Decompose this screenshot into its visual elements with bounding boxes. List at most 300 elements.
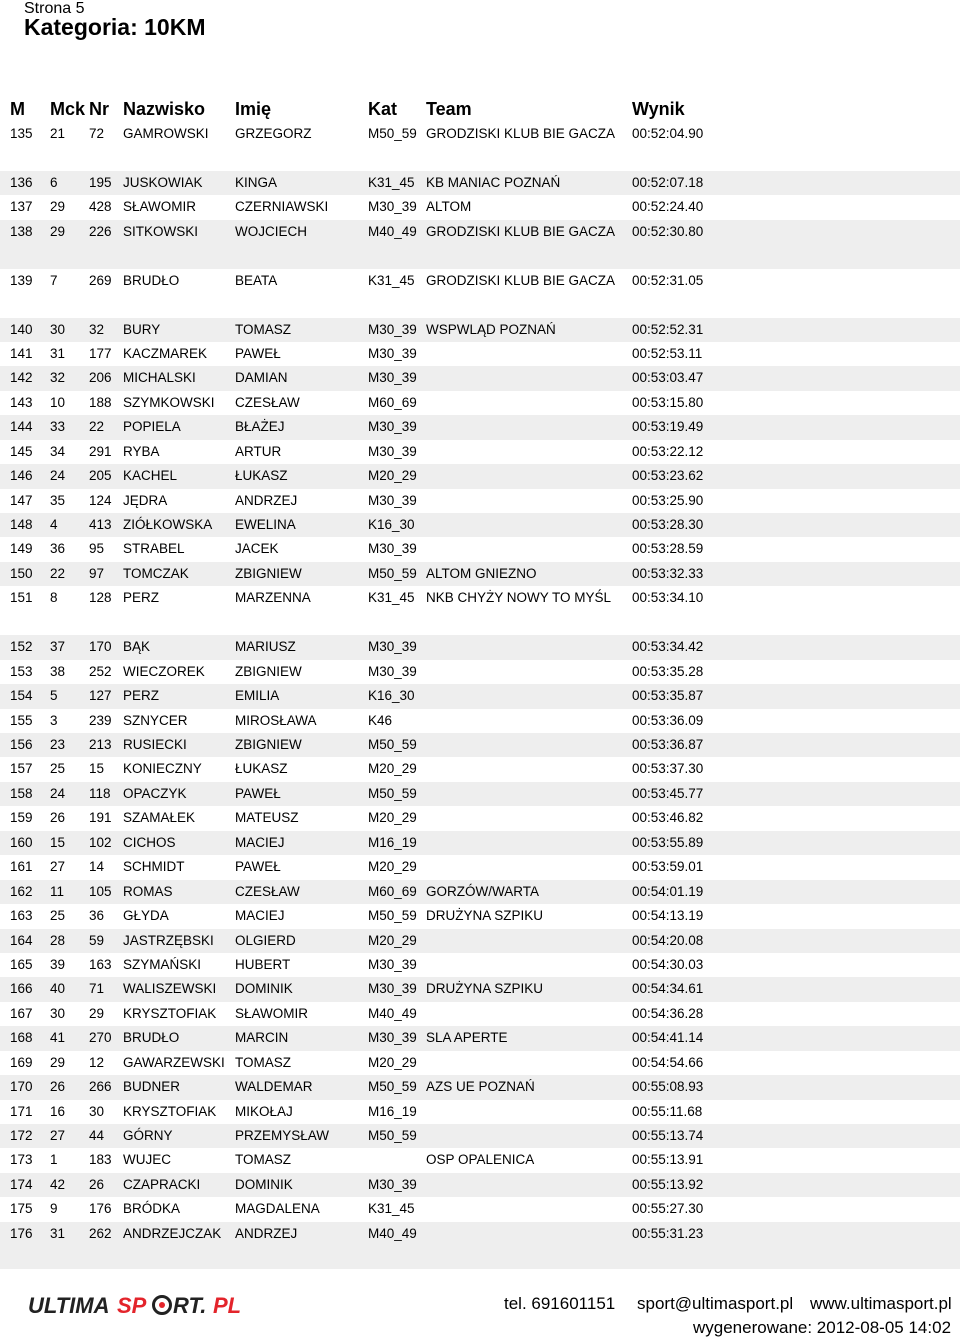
cell-team: GRODZISKI KLUB BIE GACZA [426, 223, 616, 239]
cell-nr: 128 [89, 590, 112, 606]
cell-result: 00:52:52.31 [632, 321, 704, 337]
table-row [0, 1124, 960, 1148]
cell-result: 00:55:31.23 [632, 1225, 704, 1241]
cell-mck: 40 [50, 981, 66, 997]
cell-result: 00:54:13.19 [632, 908, 704, 924]
cell-nr: 269 [89, 272, 112, 288]
cell-nr: 205 [89, 468, 112, 484]
cell-team: OSP OPALENICA [426, 1152, 535, 1168]
cell-result: 00:53:45.77 [632, 785, 704, 801]
cell-category: M30_39 [368, 956, 417, 972]
cell-mck: 11 [50, 883, 65, 899]
cell-nr: 97 [89, 565, 105, 581]
cell-category: M30_39 [368, 419, 417, 435]
cell-m: 141 [10, 345, 33, 361]
table-row [0, 1002, 960, 1026]
cell-first-name: JACEK [235, 541, 279, 557]
cell-last-name: GŁYDA [123, 908, 169, 924]
cell-category: M30_39 [368, 492, 417, 508]
cell-nr: 291 [89, 443, 112, 459]
table-row [0, 977, 960, 1001]
table-row [0, 415, 960, 439]
cell-result: 00:53:34.42 [632, 639, 704, 655]
table-row [0, 1075, 960, 1099]
cell-nr: 44 [89, 1128, 105, 1143]
cell-m: 156 [10, 737, 33, 752]
cell-first-name: MAGDALENA [235, 1201, 320, 1217]
cell-nr: 252 [89, 663, 112, 679]
cell-m: 155 [10, 712, 33, 728]
cell-category: M20_29 [368, 859, 417, 875]
cell-nr: 413 [89, 517, 112, 533]
cell-mck: 8 [50, 590, 58, 606]
cell-first-name: TOMASZ [235, 321, 292, 337]
table-row [0, 318, 960, 342]
footer-email[interactable]: sport@ultimasport.pl [637, 1294, 794, 1313]
cell-category: K31_45 [368, 174, 415, 190]
table-row [0, 195, 960, 219]
cell-last-name: MICHALSKI [123, 370, 196, 386]
cell-m: 150 [10, 565, 33, 581]
table-row [0, 1222, 960, 1246]
cell-first-name: DOMINIK [235, 1176, 293, 1192]
cell-nr: 71 [89, 981, 105, 997]
cell-result: 00:53:22.12 [632, 443, 704, 459]
table-row [0, 220, 960, 269]
cell-team: DRUŻYNA SZPIKU [426, 908, 544, 924]
cell-mck: 5 [50, 688, 58, 704]
cell-last-name: CICHOS [123, 834, 176, 850]
cell-result: 00:52:04.90 [632, 126, 704, 141]
cell-mck: 39 [50, 956, 66, 972]
cell-mck: 25 [50, 761, 66, 777]
cell-first-name: ZBIGNIEW [235, 663, 302, 679]
cell-mck: 36 [50, 541, 66, 557]
table-row [0, 1026, 960, 1050]
cell-last-name: WALISZEWSKI [123, 981, 217, 997]
cell-category: M16_19 [368, 1103, 417, 1119]
cell-mck: 35 [50, 492, 66, 508]
cell-last-name: SZNYCER [123, 712, 188, 728]
footer [0, 1286, 960, 1341]
cell-result: 00:53:55.89 [632, 834, 704, 850]
cell-last-name: SCHMIDT [123, 859, 185, 875]
cell-category: M60_69 [368, 883, 417, 899]
cell-m: 166 [10, 981, 33, 997]
cell-nr: 262 [89, 1225, 112, 1241]
cell-last-name: SITKOWSKI [123, 223, 199, 239]
cell-mck: 34 [50, 443, 66, 459]
footer-website[interactable]: www.ultimasport.pl [810, 1294, 952, 1313]
cell-nr: 14 [89, 859, 105, 875]
cell-mck: 28 [50, 932, 66, 948]
cell-first-name: TOMASZ [235, 1054, 292, 1070]
cell-result: 00:53:19.49 [632, 419, 704, 435]
cell-first-name: DAMIAN [235, 370, 288, 386]
cell-result: 00:53:59.01 [632, 859, 704, 875]
cell-nr: 95 [89, 541, 105, 557]
table-row [0, 880, 960, 904]
cell-first-name: EMILIA [235, 688, 280, 704]
svg-text:SP: SP [117, 1293, 147, 1318]
cell-m: 151 [10, 590, 33, 606]
cell-category: M20_29 [368, 810, 417, 826]
table-row [0, 562, 960, 586]
table-row [0, 684, 960, 708]
cell-category: M50_59 [368, 565, 417, 581]
cell-m: 154 [10, 688, 33, 704]
cell-result: 00:54:36.28 [632, 1005, 704, 1021]
cell-m: 145 [10, 443, 33, 459]
cell-m: 157 [10, 761, 33, 777]
col-header-m: M [10, 99, 25, 119]
cell-last-name: GÓRNY [123, 1128, 173, 1143]
col-header-team: Team [426, 99, 472, 119]
cell-category: M30_39 [368, 199, 417, 215]
cell-nr: 118 [89, 785, 111, 801]
cell-first-name: ZBIGNIEW [235, 737, 302, 752]
cell-m: 169 [10, 1054, 33, 1070]
cell-first-name: KINGA [235, 174, 278, 190]
cell-first-name: MARZENNA [235, 590, 311, 606]
cell-mck: 29 [50, 223, 66, 239]
cell-category: M30_39 [368, 321, 417, 337]
cell-team: SLA APERTE [426, 1030, 508, 1046]
cell-first-name: ARTUR [235, 443, 282, 459]
cell-last-name: WUJEC [123, 1152, 171, 1168]
cell-last-name: SZAMAŁEK [123, 810, 196, 826]
cell-m: 137 [10, 199, 33, 215]
cell-category: M50_59 [368, 908, 417, 924]
cell-team: ALTOM GNIEZNO [426, 565, 537, 581]
cell-m: 159 [10, 810, 33, 826]
cell-result: 00:53:23.62 [632, 468, 704, 484]
col-header-first-name: Imię [235, 99, 272, 119]
cell-m: 164 [10, 932, 33, 948]
cell-result: 00:53:03.47 [632, 370, 704, 386]
table-row [0, 440, 960, 464]
cell-category: M60_69 [368, 394, 417, 410]
cell-category: M16_19 [368, 834, 417, 850]
cell-mck: 27 [50, 859, 66, 875]
cell-nr: 105 [89, 883, 112, 899]
cell-category: K31_45 [368, 1201, 415, 1217]
cell-nr: 188 [89, 394, 112, 410]
cell-m: 162 [10, 883, 33, 899]
cell-first-name: ŁUKASZ [235, 468, 288, 484]
table-row [0, 366, 960, 390]
cell-first-name: PAWEŁ [235, 345, 281, 361]
cell-result: 00:55:13.92 [632, 1176, 704, 1192]
cell-m: 140 [10, 321, 33, 337]
cell-first-name: CZERNIAWSKI [235, 199, 329, 215]
cell-m: 163 [10, 908, 33, 924]
table-row [0, 1148, 960, 1172]
cell-last-name: KONIECZNY [123, 761, 202, 777]
cell-category: M20_29 [368, 468, 417, 484]
cell-last-name: TOMCZAK [123, 565, 189, 581]
cell-mck: 42 [50, 1176, 66, 1192]
cell-mck: 26 [50, 1079, 66, 1095]
cell-team: WSPWLĄD POZNAŃ [426, 321, 556, 337]
table-row [0, 782, 960, 806]
ultimasport-logo [28, 1290, 268, 1320]
cell-first-name: MACIEJ [235, 908, 285, 924]
cell-result: 00:52:30.80 [632, 223, 704, 239]
cell-mck: 3 [50, 712, 58, 728]
cell-category: M30_39 [368, 639, 417, 655]
cell-first-name: SŁAWOMIR [235, 1005, 309, 1021]
cell-category: M30_39 [368, 1030, 417, 1046]
cell-last-name: RYBA [123, 443, 160, 459]
cell-nr: 12 [89, 1054, 105, 1070]
table-row [0, 489, 960, 513]
cell-category: M30_39 [368, 345, 417, 361]
cell-mck: 9 [50, 1201, 58, 1217]
cell-category: M50_59 [368, 1079, 417, 1095]
cell-nr: 206 [89, 370, 112, 386]
table-row [0, 757, 960, 781]
cell-result: 00:53:35.87 [632, 688, 704, 704]
cell-result: 00:55:13.74 [632, 1128, 704, 1143]
cell-result: 00:54:20.08 [632, 932, 704, 948]
cell-category: M50_59 [368, 1128, 417, 1143]
cell-category: M40_49 [368, 223, 417, 239]
cell-category: K31_45 [368, 590, 415, 606]
cell-m: 147 [10, 492, 33, 508]
cell-first-name: MARIUSZ [235, 639, 296, 655]
cell-last-name: STRABEL [123, 541, 185, 557]
cell-nr: 176 [89, 1201, 112, 1217]
cell-category: M50_59 [368, 126, 417, 141]
cell-category: M30_39 [368, 981, 417, 997]
cell-result: 00:55:08.93 [632, 1079, 704, 1095]
cell-mck: 37 [50, 639, 66, 655]
cell-first-name: EWELINA [235, 517, 296, 533]
cell-mck: 31 [50, 345, 66, 361]
cell-last-name: KRYSZTOFIAK [123, 1103, 217, 1119]
cell-last-name: OPACZYK [123, 785, 187, 801]
cell-result: 00:52:53.11 [632, 345, 703, 361]
cell-category: M40_49 [368, 1225, 417, 1241]
cell-result: 00:53:28.59 [632, 541, 704, 557]
cell-category: K31_45 [368, 272, 415, 288]
cell-nr: 32 [89, 321, 105, 337]
cell-category: K16_30 [368, 688, 415, 704]
cell-mck: 30 [50, 1005, 66, 1021]
cell-result: 00:55:27.30 [632, 1201, 704, 1217]
table-row [0, 537, 960, 561]
cell-first-name: DOMINIK [235, 981, 293, 997]
cell-mck: 26 [50, 810, 66, 826]
cell-first-name: ANDRZEJ [235, 492, 298, 508]
cell-nr: 177 [89, 345, 112, 361]
cell-nr: 270 [89, 1030, 112, 1046]
table-row [0, 635, 960, 659]
cell-mck: 30 [50, 321, 66, 337]
cell-mck: 23 [50, 737, 66, 752]
cell-category: M30_39 [368, 1176, 417, 1192]
table-row [0, 660, 960, 684]
col-header-result: Wynik [632, 99, 685, 119]
cell-nr: 127 [89, 688, 112, 704]
cell-m: 146 [10, 468, 33, 484]
cell-first-name: ANDRZEJ [235, 1225, 298, 1241]
cell-category: M50_59 [368, 785, 417, 801]
cell-last-name: PERZ [123, 688, 160, 704]
table-row [0, 464, 960, 488]
cell-result: 00:52:07.18 [632, 174, 704, 190]
cell-m: 160 [10, 834, 33, 850]
table-row [0, 709, 960, 733]
cell-last-name: ANDRZEJCZAK [123, 1225, 222, 1241]
cell-m: 143 [10, 394, 33, 410]
cell-nr: 22 [89, 419, 105, 435]
cell-nr: 213 [89, 737, 112, 752]
cell-last-name: SZYMKOWSKI [123, 394, 215, 410]
table-row [0, 513, 960, 537]
cell-nr: 72 [89, 126, 105, 141]
cell-last-name: SZYMAŃSKI [123, 956, 202, 972]
table-end-band [0, 1245, 960, 1269]
cell-result: 00:53:28.30 [632, 517, 704, 533]
svg-text:PL: PL [213, 1293, 242, 1318]
cell-m: 138 [10, 223, 33, 239]
cell-m: 167 [10, 1005, 33, 1021]
cell-category: M20_29 [368, 761, 417, 777]
cell-team: GRODZISKI KLUB BIE GACZA [426, 126, 616, 141]
cell-result: 00:54:30.03 [632, 956, 704, 972]
cell-nr: 428 [89, 199, 112, 215]
cell-m: 136 [10, 174, 33, 190]
cell-m: 139 [10, 272, 33, 288]
cell-m: 176 [10, 1225, 33, 1241]
cell-mck: 15 [50, 834, 66, 850]
cell-m: 142 [10, 370, 33, 386]
cell-m: 173 [10, 1152, 33, 1168]
cell-result: 00:54:54.66 [632, 1054, 704, 1070]
cell-result: 00:53:37.30 [632, 761, 704, 777]
cell-mck: 38 [50, 663, 66, 679]
cell-last-name: KACHEL [123, 468, 178, 484]
cell-last-name: POPIELA [123, 419, 181, 435]
cell-result: 00:53:36.09 [632, 712, 704, 728]
cell-mck: 32 [50, 370, 66, 386]
cell-result: 00:55:11.68 [632, 1103, 703, 1119]
cell-last-name: GAMROWSKI [123, 126, 209, 141]
cell-first-name: WOJCIECH [235, 223, 307, 239]
cell-m: 172 [10, 1128, 33, 1143]
cell-last-name: RUSIECKI [123, 737, 187, 752]
table-row [0, 1173, 960, 1197]
svg-text:ULTIMA: ULTIMA [28, 1293, 110, 1318]
cell-first-name: MIROSŁAWA [235, 712, 317, 728]
table-row [0, 855, 960, 879]
cell-last-name: GAWARZEWSKI [123, 1054, 225, 1070]
cell-category: M30_39 [368, 443, 417, 459]
cell-m: 168 [10, 1030, 33, 1046]
cell-mck: 16 [50, 1103, 66, 1119]
cell-mck: 6 [50, 174, 58, 190]
cell-first-name: HUBERT [235, 956, 291, 972]
table-row [0, 269, 960, 318]
cell-m: 171 [10, 1103, 33, 1119]
cell-first-name: MATEUSZ [235, 810, 299, 826]
cell-mck: 24 [50, 468, 66, 484]
table-row [0, 342, 960, 366]
cell-result: 00:55:13.91 [632, 1152, 704, 1168]
col-header-mck: Mck [50, 99, 86, 119]
table-row [0, 929, 960, 953]
cell-last-name: JUSKOWIAK [123, 174, 203, 190]
cell-mck: 33 [50, 419, 66, 435]
cell-nr: 26 [89, 1176, 105, 1192]
cell-mck: 7 [50, 272, 58, 288]
cell-first-name: PRZEMYSŁAW [235, 1128, 330, 1143]
cell-last-name: KACZMAREK [123, 345, 208, 361]
cell-last-name: PERZ [123, 590, 160, 606]
category-title: Kategoria: 10KM [24, 14, 206, 40]
cell-result: 00:53:36.87 [632, 737, 704, 752]
cell-mck: 10 [50, 394, 66, 410]
cell-mck: 27 [50, 1128, 66, 1143]
cell-result: 00:54:34.61 [632, 981, 704, 997]
cell-nr: 226 [89, 223, 112, 239]
cell-first-name: CZESŁAW [235, 394, 300, 410]
cell-last-name: KRYSZTOFIAK [123, 1005, 217, 1021]
cell-mck: 31 [50, 1225, 66, 1241]
cell-first-name: ZBIGNIEW [235, 565, 302, 581]
cell-last-name: SŁAWOMIR [123, 199, 197, 215]
cell-team: NKB CHYŻY NOWY TO MYŚL [426, 590, 612, 606]
cell-category: K16_30 [368, 517, 415, 533]
cell-last-name: CZAPRACKI [123, 1176, 201, 1192]
cell-nr: 239 [89, 712, 112, 728]
cell-result: 00:53:46.82 [632, 810, 704, 826]
table-row [0, 586, 960, 635]
cell-last-name: BĄK [123, 639, 151, 655]
col-header-category: Kat [368, 99, 398, 119]
cell-nr: 102 [89, 834, 112, 850]
cell-last-name: BRUDŁO [123, 272, 180, 288]
cell-last-name: BURY [123, 321, 161, 337]
cell-last-name: ROMAS [123, 883, 173, 899]
cell-nr: 29 [89, 1005, 105, 1021]
cell-category: M50_59 [368, 737, 417, 752]
cell-m: 165 [10, 956, 33, 972]
cell-m: 170 [10, 1079, 33, 1095]
cell-mck: 21 [50, 126, 66, 141]
col-header-last-name: Nazwisko [123, 99, 206, 119]
table-row [0, 1051, 960, 1075]
cell-m: 174 [10, 1176, 33, 1192]
cell-last-name: JĘDRA [123, 492, 168, 508]
cell-nr: 183 [89, 1152, 112, 1168]
cell-team: ALTOM [426, 199, 472, 215]
cell-category: M30_39 [368, 663, 417, 679]
cell-first-name: BŁAŻEJ [235, 419, 285, 435]
cell-team: KB MANIAC POZNAŃ [426, 174, 561, 190]
cell-last-name: BRÓDKA [123, 1201, 181, 1217]
cell-nr: 195 [89, 174, 112, 190]
cell-mck: 4 [50, 517, 58, 533]
cell-first-name: GRZEGORZ [235, 126, 312, 141]
cell-first-name: TOMASZ [235, 1152, 292, 1168]
cell-last-name: WIECZOREK [123, 663, 205, 679]
svg-text:RT.: RT. [173, 1293, 207, 1318]
cell-category: M20_29 [368, 1054, 417, 1070]
table-row [0, 806, 960, 830]
